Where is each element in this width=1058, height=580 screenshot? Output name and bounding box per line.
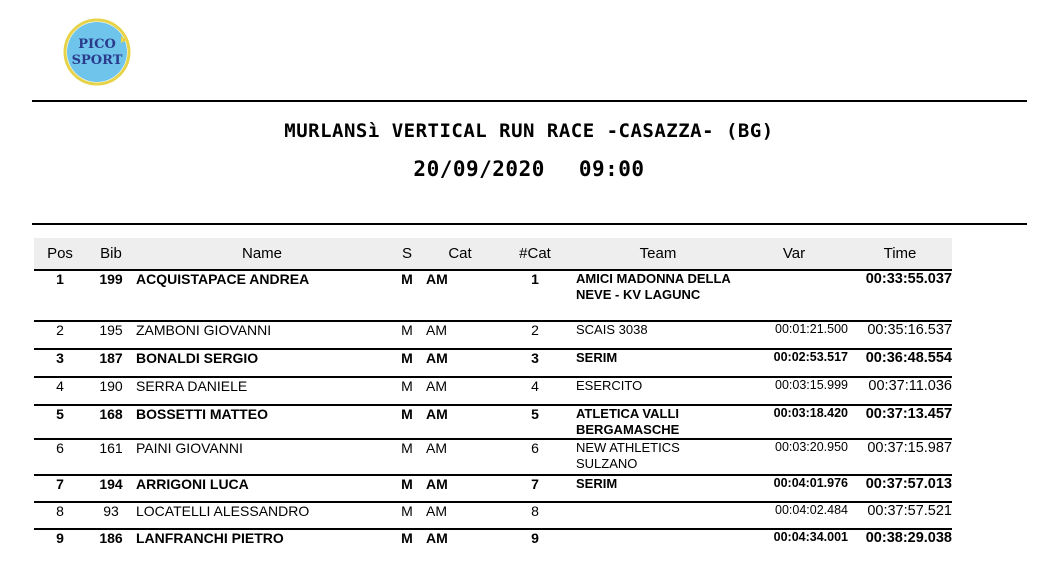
result-pos: 2	[34, 321, 86, 349]
finish-time: 00:35:16.537	[848, 321, 952, 349]
category-rank: 8	[494, 502, 576, 529]
result-pos: 8	[34, 502, 86, 529]
gap-to-leader: 00:03:20.950	[740, 439, 848, 475]
category-rank: 9	[531, 530, 539, 546]
category-rank: 6	[494, 439, 576, 475]
category-rank: 2	[494, 321, 576, 349]
athlete-sex: M	[388, 321, 426, 349]
logo-line1: PICO	[78, 37, 116, 52]
athlete-category: AM	[426, 349, 494, 377]
finish-time: 00:37:13.457	[848, 405, 952, 439]
result-pos: 4	[34, 377, 86, 405]
result-bib: 93	[86, 502, 136, 529]
gap-to-leader: 00:01:21.500	[740, 321, 848, 349]
col-header-name: Name	[136, 238, 388, 270]
athlete-category: AM	[426, 405, 494, 439]
table-row	[34, 405, 952, 439]
table-row	[34, 321, 952, 349]
athlete-name: LANFRANCHI PIETRO	[136, 530, 284, 546]
col-header-bib: Bib	[86, 238, 136, 270]
table-row	[34, 349, 952, 377]
result-pos: 3	[34, 349, 86, 377]
athlete-team: SERIM	[576, 475, 740, 502]
athlete-category: AM	[426, 475, 494, 502]
gap-to-leader: 00:04:01.976	[740, 475, 848, 502]
finish-time: 00:37:57.521	[848, 502, 952, 529]
gap-to-leader	[740, 270, 848, 321]
result-pos: 5	[34, 405, 86, 439]
athlete-name: ZAMBONI GIOVANNI	[136, 321, 388, 349]
result-bib: 190	[86, 377, 136, 405]
athlete-category: AM	[426, 321, 494, 349]
athlete-sex: M	[388, 405, 426, 439]
athlete-sex: M	[388, 502, 426, 529]
category-rank: 7	[494, 475, 576, 502]
athlete-team: ATLETICA VALLI BERGAMASCHE	[576, 405, 740, 439]
race-datetime	[0, 157, 1058, 181]
athlete-name: ARRIGONI LUCA	[136, 475, 388, 502]
athlete-name: ACQUISTAPACE ANDREA	[136, 270, 388, 321]
result-bib: 186	[99, 530, 123, 546]
table-row	[34, 529, 952, 555]
athlete-sex: M	[388, 349, 426, 377]
result-pos: 6	[34, 439, 86, 475]
gap-to-leader: 00:04:02.484	[740, 502, 848, 529]
result-bib: 194	[86, 475, 136, 502]
athlete-sex: M	[401, 530, 413, 546]
col-header-team: Team	[576, 238, 740, 270]
result-bib: 187	[86, 349, 136, 377]
athlete-name: BOSSETTI MATTEO	[136, 405, 388, 439]
result-bib: 161	[86, 439, 136, 475]
table-row	[34, 439, 952, 475]
result-pos: 1	[34, 270, 86, 321]
athlete-name: SERRA DANIELE	[136, 377, 388, 405]
race-time: 09:00	[578, 157, 645, 181]
gap-to-leader: 00:03:18.420	[740, 405, 848, 439]
col-header-sex: S	[388, 238, 426, 270]
athlete-name: BONALDI SERGIO	[136, 349, 388, 377]
table-row	[34, 377, 952, 405]
finish-time: 00:37:11.036	[848, 377, 952, 405]
results-table	[34, 238, 952, 555]
category-rank: 1	[494, 270, 576, 321]
athlete-category: AM	[426, 377, 494, 405]
category-rank: 3	[494, 349, 576, 377]
gap-to-leader: 00:03:15.999	[740, 377, 848, 405]
athlete-category: AM	[426, 270, 494, 321]
finish-time: 00:37:57.013	[848, 475, 952, 502]
col-header-var: Var	[740, 238, 848, 270]
finish-time: 00:37:15.987	[848, 439, 952, 475]
athlete-team: SCAIS 3038	[576, 321, 740, 349]
gap-to-leader: 00:04:34.001	[773, 530, 848, 544]
athlete-name: PAINI GIOVANNI	[136, 439, 388, 475]
athlete-sex: M	[388, 439, 426, 475]
top-divider	[32, 100, 1027, 102]
pico-sport-logo	[63, 18, 131, 86]
logo-line2: SPORT	[71, 53, 123, 68]
result-bib: 168	[86, 405, 136, 439]
athlete-sex: M	[388, 475, 426, 502]
col-header-time: Time	[848, 238, 952, 270]
race-title: MURLANSì VERTICAL RUN RACE -CASAZZA- (BG)	[284, 120, 774, 142]
athlete-category: AM	[426, 502, 494, 529]
athlete-category: AM	[426, 439, 494, 475]
athlete-team: NEW ATHLETICS SULZANO	[576, 439, 740, 475]
athlete-team: ESERCITO	[576, 377, 740, 405]
finish-time: 00:38:29.038	[865, 530, 952, 546]
table-row	[34, 502, 952, 529]
athlete-team	[576, 529, 740, 555]
athlete-team: AMICI MADONNA DELLA NEVE - KV LAGUNC	[576, 270, 740, 321]
gap-to-leader: 00:02:53.517	[740, 349, 848, 377]
athlete-sex: M	[388, 377, 426, 405]
race-date: 20/09/2020	[413, 157, 545, 181]
category-rank: 4	[494, 377, 576, 405]
col-header-pos: Pos	[34, 238, 86, 270]
col-header-cat: Cat	[426, 238, 494, 270]
athlete-team: SERIM	[576, 349, 740, 377]
table-row	[34, 270, 952, 321]
col-header-cat-rank: #Cat	[494, 238, 576, 270]
result-pos: 7	[34, 475, 86, 502]
result-pos: 9	[56, 530, 64, 546]
table-row	[34, 475, 952, 502]
finish-time: 00:36:48.554	[848, 349, 952, 377]
header-divider	[32, 223, 1027, 225]
result-bib: 199	[86, 270, 136, 321]
finish-time: 00:33:55.037	[848, 270, 952, 321]
athlete-team	[576, 502, 740, 529]
table-header-row	[34, 238, 952, 270]
result-bib: 195	[86, 321, 136, 349]
athlete-name: LOCATELLI ALESSANDRO	[136, 502, 388, 529]
athlete-sex: M	[388, 270, 426, 321]
athlete-category: AM	[426, 530, 448, 546]
category-rank: 5	[494, 405, 576, 439]
